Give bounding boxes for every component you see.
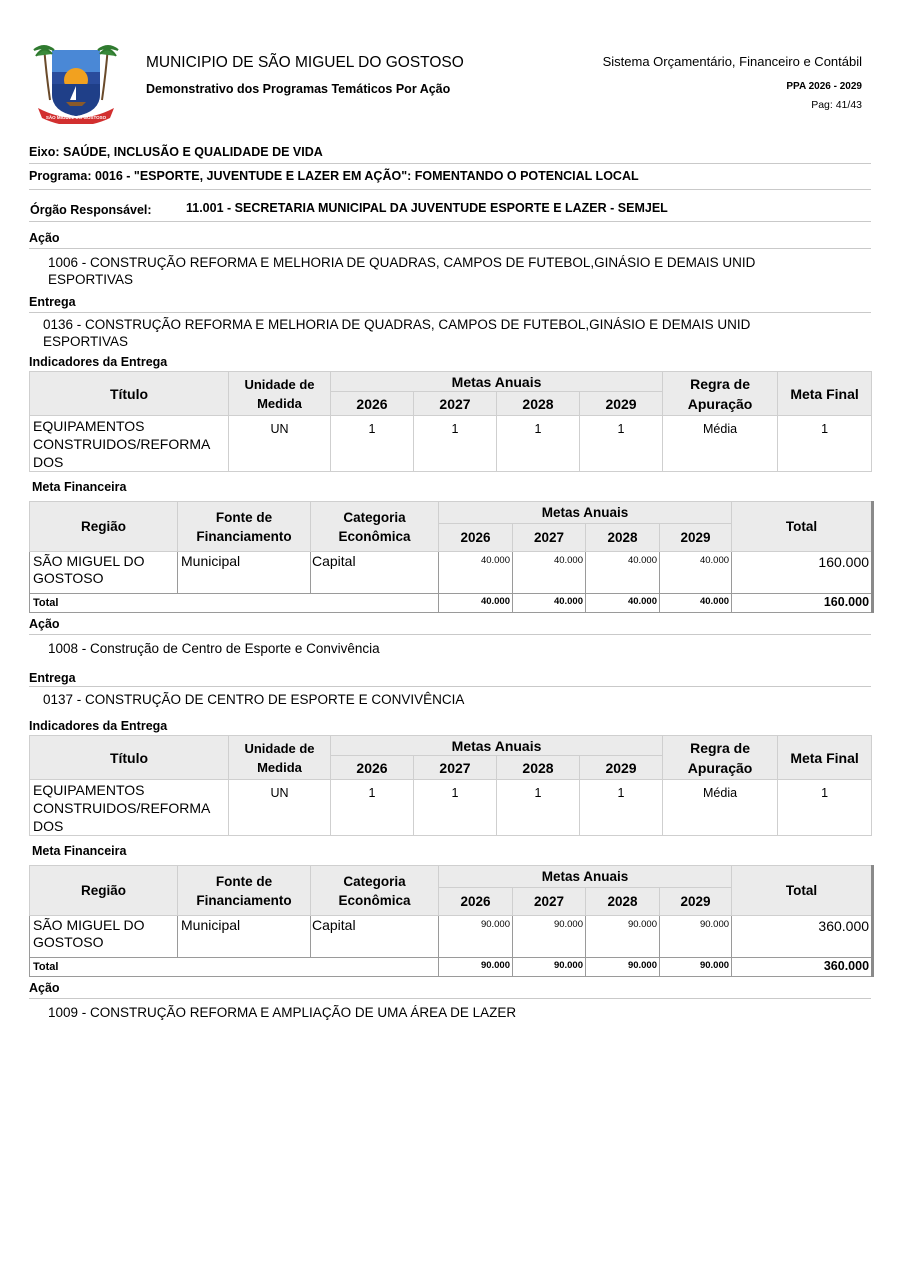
col-regra: Regra de Apuração <box>663 372 778 416</box>
divider <box>29 312 871 313</box>
financeira-2026: 90.000 <box>439 916 513 958</box>
indicador-unidade: UN <box>229 780 331 836</box>
col-meta-final: Meta Final <box>778 736 872 780</box>
col-total: Total <box>732 502 873 552</box>
col-2027: 2027 <box>414 392 497 416</box>
indicador-regra: Média <box>663 416 778 472</box>
col-2026: 2026 <box>331 392 414 416</box>
col-categoria: Categoria Econômica <box>311 866 439 916</box>
indicadores-table <box>29 735 872 836</box>
col-2029: 2029 <box>580 756 663 780</box>
orgao-value: 11.001 - SECRETARIA MUNICIPAL DA JUVENTUDE ESPORTE E LAZER - SEMJEL <box>186 201 668 215</box>
divider <box>29 686 871 687</box>
table-row <box>30 916 873 958</box>
financeira-2027: 40.000 <box>513 552 586 594</box>
col-2027: 2027 <box>513 524 586 552</box>
table-row-total <box>30 958 873 977</box>
indicador-2026: 1 <box>331 780 414 836</box>
col-2026: 2026 <box>439 524 513 552</box>
acao-label: Ação <box>29 981 60 995</box>
indicador-2028: 1 <box>497 416 580 472</box>
col-unidade: Unidade de Medida <box>229 372 331 416</box>
financeira-categoria: Capital <box>311 552 439 594</box>
acao-label: Ação <box>29 231 60 245</box>
page-number: Pag: 41/43 <box>811 99 862 111</box>
total-2026: 90.000 <box>439 958 513 977</box>
financeira-2026: 40.000 <box>439 552 513 594</box>
indicador-regra: Média <box>663 780 778 836</box>
indicador-titulo: EQUIPAMENTOS CONSTRUIDOS/REFORMA DOS <box>30 780 229 836</box>
col-meta-final: Meta Final <box>778 372 872 416</box>
meta-financeira-label: Meta Financeira <box>32 844 127 858</box>
indicadores-label: Indicadores da Entrega <box>29 719 168 733</box>
acao-1008-text: 1008 - Construção de Centro de Esporte e Convivência <box>48 641 380 656</box>
logo-ribbon-text: SÃO MIGUEL DO GOSTOSO <box>45 115 107 120</box>
indicador-2029: 1 <box>580 416 663 472</box>
indicador-2027: 1 <box>414 416 497 472</box>
total-2027: 40.000 <box>513 594 586 613</box>
total-2028: 90.000 <box>586 958 660 977</box>
col-2026: 2026 <box>439 888 513 916</box>
col-titulo: Título <box>30 372 229 416</box>
total-geral: 160.000 <box>732 594 873 613</box>
col-2027: 2027 <box>414 756 497 780</box>
acao-label: Ação <box>29 617 60 631</box>
financeira-total-label: Total <box>30 958 439 977</box>
divider <box>29 221 871 222</box>
meta-financeira-table <box>29 865 874 977</box>
acao-1009-text: 1009 - CONSTRUÇÃO REFORMA E AMPLIAÇÃO DE UMA ÁREA DE LAZER <box>48 1005 517 1020</box>
col-regra: Regra de Apuração <box>663 736 778 780</box>
financeira-2028: 90.000 <box>586 916 660 958</box>
financeira-categoria: Capital <box>311 916 439 958</box>
total-2029: 40.000 <box>660 594 732 613</box>
ppa-period: PPA 2026 - 2029 <box>786 81 862 92</box>
col-unidade: Unidade de Medida <box>229 736 331 780</box>
col-2028: 2028 <box>497 392 580 416</box>
col-2029: 2029 <box>580 392 663 416</box>
divider <box>29 248 871 249</box>
col-metas-anuais: Metas Anuais <box>331 736 663 756</box>
col-fonte: Fonte de Financiamento <box>178 866 311 916</box>
report-title: Demonstrativo dos Programas Temáticos Por Ação <box>146 82 451 96</box>
financeira-2027: 90.000 <box>513 916 586 958</box>
indicador-2029: 1 <box>580 780 663 836</box>
col-2029: 2029 <box>660 888 732 916</box>
financeira-regiao: SÃO MIGUEL DO GOSTOSO <box>30 552 178 594</box>
col-2026: 2026 <box>331 756 414 780</box>
col-total: Total <box>732 866 873 916</box>
financeira-total: 160.000 <box>732 552 873 594</box>
entrega-label: Entrega <box>29 671 76 685</box>
eixo-heading: Eixo: SAÚDE, INCLUSÃO E QUALIDADE DE VIDA <box>29 145 323 159</box>
col-2029: 2029 <box>660 524 732 552</box>
col-regiao: Região <box>30 866 178 916</box>
indicadores-table <box>29 371 872 472</box>
table-row <box>30 780 872 836</box>
total-2028: 40.000 <box>586 594 660 613</box>
col-titulo: Título <box>30 736 229 780</box>
meta-financeira-label: Meta Financeira <box>32 480 127 494</box>
col-2028: 2028 <box>497 756 580 780</box>
divider <box>29 998 871 999</box>
indicador-meta-final: 1 <box>778 416 872 472</box>
col-metas-anuais: Metas Anuais <box>331 372 663 392</box>
table-row-total <box>30 594 873 613</box>
entrega-label: Entrega <box>29 295 76 309</box>
acao-1006-text: 1006 - CONSTRUÇÃO REFORMA E MELHORIA DE QUADRAS, CAMPOS DE FUTEBOL,GINÁSIO E DEMAIS UNID ESPORTIVAS <box>48 255 756 287</box>
total-2029: 90.000 <box>660 958 732 977</box>
col-metas-anuais: Metas Anuais <box>439 866 732 888</box>
divider <box>29 163 871 164</box>
col-regiao: Região <box>30 502 178 552</box>
indicador-unidade: UN <box>229 416 331 472</box>
financeira-2029: 90.000 <box>660 916 732 958</box>
col-2028: 2028 <box>586 524 660 552</box>
indicador-meta-final: 1 <box>778 780 872 836</box>
financeira-2028: 40.000 <box>586 552 660 594</box>
programa-heading: Programa: 0016 - "ESPORTE, JUVENTUDE E LAZER EM AÇÃO": FOMENTANDO O POTENCIAL LOCAL <box>29 169 639 183</box>
total-2027: 90.000 <box>513 958 586 977</box>
indicador-2027: 1 <box>414 780 497 836</box>
financeira-fonte: Municipal <box>178 916 311 958</box>
divider <box>29 189 871 190</box>
divider <box>29 634 871 635</box>
financeira-total: 360.000 <box>732 916 873 958</box>
col-fonte: Fonte de Financiamento <box>178 502 311 552</box>
entrega-0137-text: 0137 - CONSTRUÇÃO DE CENTRO DE ESPORTE E CONVIVÊNCIA <box>43 692 465 707</box>
col-2028: 2028 <box>586 888 660 916</box>
col-metas-anuais: Metas Anuais <box>439 502 732 524</box>
financeira-2029: 40.000 <box>660 552 732 594</box>
total-2026: 40.000 <box>439 594 513 613</box>
indicador-2026: 1 <box>331 416 414 472</box>
financeira-fonte: Municipal <box>178 552 311 594</box>
municipal-coat-of-arms-logo <box>30 42 122 124</box>
system-name: Sistema Orçamentário, Financeiro e Contábil <box>602 54 862 69</box>
col-categoria: Categoria Econômica <box>311 502 439 552</box>
table-row <box>30 416 872 472</box>
indicador-2028: 1 <box>497 780 580 836</box>
table-row <box>30 552 873 594</box>
financeira-regiao: SÃO MIGUEL DO GOSTOSO <box>30 916 178 958</box>
col-2027: 2027 <box>513 888 586 916</box>
indicadores-label: Indicadores da Entrega <box>29 355 168 369</box>
meta-financeira-table <box>29 501 874 613</box>
entrega-0136-text: 0136 - CONSTRUÇÃO REFORMA E MELHORIA DE QUADRAS, CAMPOS DE FUTEBOL,GINÁSIO E DEMAIS UNID ESPORTIVAS <box>43 317 751 349</box>
total-geral: 360.000 <box>732 958 873 977</box>
indicador-titulo: EQUIPAMENTOS CONSTRUIDOS/REFORMA DOS <box>30 416 229 472</box>
municipality-name: MUNICIPIO DE SÃO MIGUEL DO GOSTOSO <box>146 54 464 71</box>
financeira-total-label: Total <box>30 594 439 613</box>
orgao-label: Órgão Responsável: <box>30 203 152 217</box>
